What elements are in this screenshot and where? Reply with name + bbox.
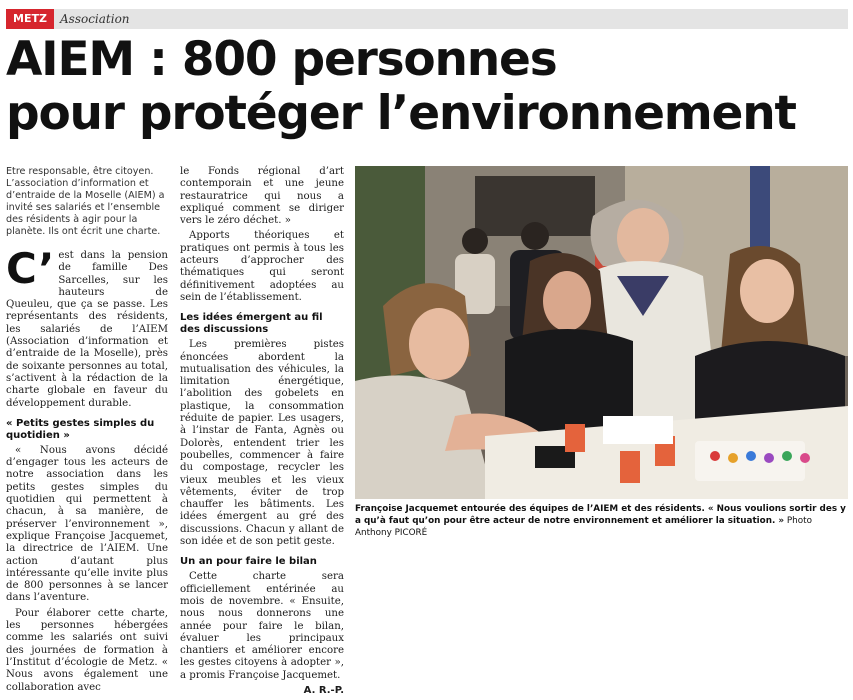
paragraph-7: Cette charte sera officiellement entérinée au mois de novembre. « Ensuite, nous nous donnerons une année pour faire le bilan, évaluer les principaux chantiers et améliorer encore les gestes citoyens à adopter », a promis Françoise Jacquemet. <box>180 571 344 681</box>
paragraph-2: « Nous avons décidé d’engager tous les acteurs de notre association dans les petits gestes simples du quotidien qui permettent à chacun, à sa manière, de préserver l’environnement », explique Françoise Jacquemet, la directrice de l’AIEM. Une action d’autant plus intéressante qu’elle invite plus de 800 personnes à se lancer dans l’aventure. <box>6 444 168 604</box>
headline <box>6 33 848 141</box>
rubric-label: Association <box>60 12 130 26</box>
paragraph-3: Pour élaborer cette charte, les personnes hébergées comme les salariés ont suivi des journées de formation à l’Institut d’écologie de Metz. « Nous avons également une collaboration avec <box>6 607 168 693</box>
chapo: Etre responsable, être citoyen. L’association d’information et d’entraide de la Moselle (AIEM) a invité ses salariés et l’ensemble des résidents à agir pour la planète. Ils ont écrit une charte. <box>6 166 165 237</box>
subheading-3: Un an pour faire le bilan <box>180 556 317 568</box>
headline-line-1: AIEM : 800 personnes <box>6 32 557 87</box>
photo-caption <box>355 503 848 539</box>
article-column-1 <box>6 166 168 697</box>
headline-line-2: pour protéger l’environnement <box>6 86 796 141</box>
photo-illustration <box>355 166 848 499</box>
article-column-2 <box>180 166 344 700</box>
paragraph-4: le Fonds régional d’art contemporain et une jeune restauratrice qui nous a expliqué comment se diriger vers le zéro déchet. » <box>180 166 344 227</box>
section-bar <box>6 9 848 29</box>
photo-credit: Photo Anthony PICORÉ <box>355 516 812 538</box>
subheading-2: Les idées émergent au fil des discussions <box>180 312 323 336</box>
caption-text: Françoise Jacquemet entourée des équipes de l’AIEM et des résidents. « Nous voulions sortir des y a qu’à faut qu’on pour être acteur de notre environnement et améliorer la situation. » <box>355 504 846 526</box>
paragraph-1 <box>6 244 168 410</box>
paragraph-5: Apports théoriques et pratiques ont permis à tous les acteurs d’approcher des thématiques qui seront définitivement adoptées au sein de l’établissement. <box>180 230 344 303</box>
subheading-1: « Petits gestes simples du quotidien » <box>6 417 155 441</box>
article-photo <box>355 166 848 499</box>
paragraph-1-text: est dans la pension de famille Des Sarcelles, sur les hauteurs de Queuleu, que ça se passe. Les représentants des résidents, les salariés de l’AIEM (Association d’information et d’entraide de la Moselle), près de soixante personnes au total, s’activent à la rédaction de la charte globale en faveur du développement durable. <box>6 250 168 409</box>
city-tag: METZ <box>6 9 54 29</box>
drop-cap: C’ <box>6 244 55 293</box>
author-signature: A. R.-P. <box>303 684 344 696</box>
paragraph-6: Les premières pistes énoncées abordent la mutualisation des véhicules, la limitation énergétique, l’abolition des gobelets en plastique, la consommation réduite de papier. Les usagers, à l’instar de Fanta, Agnès ou Dolorès, entendent trier les poubelles, commencer à faire du compostage, recycler les vieux meubles et les vieux vêtements, éviter de trop chauffer les bâtiments. Les idées émergent au gré des discussions. Chacun y allant de son idée et de son petit geste. <box>180 339 344 548</box>
